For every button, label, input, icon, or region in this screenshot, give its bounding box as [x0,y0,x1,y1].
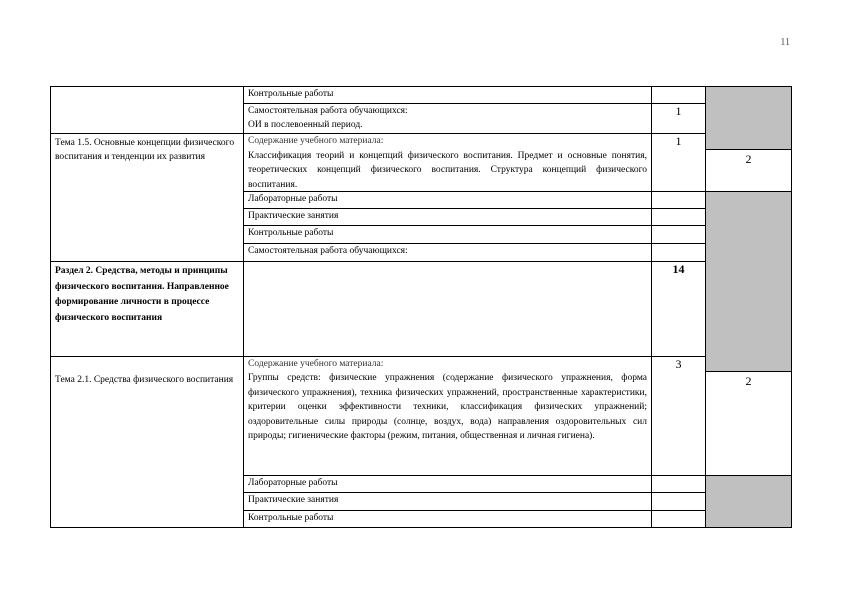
t15-level: 2 [745,152,752,166]
t15-content-heading: Содержание учебного материала: [248,136,384,146]
t21-level: 2 [745,374,752,388]
hours-cell-t21-control [651,510,706,528]
t15-content-cell [243,133,652,192]
t21-content-body: Группы средств: физические упражнения (содержание физического упражнения, форма физического упражнения), техника физических упражнений, пространственные характеристики, критерии оценки эффективности техники, классификация физических упражнений; оздоровительные силы природы (солнце, воздух, вода) направления оздоровительных сил природы; гигиенические факторы (режим, питания, общественная и личная гигиена). [248,373,647,442]
t15-lab-label: Лабораторные работы [248,194,338,204]
hours-cell-t21-lab [651,475,706,493]
t15-practice-label: Практические занятия [248,211,339,221]
t21-content-heading: Содержание учебного материала: [248,359,384,369]
hours-cell-self [651,103,706,134]
t15-self-row [243,243,652,262]
page-number: 11 [780,37,790,48]
self-work-topic: ОИ в послевоенный период. [248,120,363,130]
t15-control-row [243,225,652,244]
section-2-title: Раздел 2. Средства, методы и принципы физического воспитания. Направленное формирование личности в процессе физического воспитания [55,266,229,323]
control-works-row [243,86,652,104]
topic-1-5-cell [50,133,244,262]
self-work-hours: 1 [675,104,682,118]
topic-cell-empty [50,86,244,134]
t21-content-cell [243,356,652,476]
t21-practice-label: Практические занятия [248,495,339,505]
section-2-hours: 14 [672,262,685,276]
hours-cell-r1 [651,86,706,104]
hours-cell-t15-practice [651,208,706,226]
control-works-label: Контрольные работы [248,89,334,99]
hours-cell-t21 [651,356,706,476]
topic-1-5-title: Тема 1.5. Основные концепции физического воспитания и тенденции их развития [55,138,235,162]
t21-lab-row [243,475,652,493]
self-work-row [243,103,652,134]
hours-cell-t21-practice [651,492,706,511]
topic-2-1-cell [50,356,244,528]
hours-cell-section-2 [651,261,706,357]
level-cell-t15 [705,149,792,192]
level-cell-gray-3 [705,475,792,528]
t15-self-label: Самостоятельная работа обучающихся: [248,246,408,256]
hours-cell-t15-lab [651,191,706,209]
self-work-label: Самостоятельная работа обучающихся: [248,106,408,116]
t21-practice-row [243,492,652,511]
level-cell-t21 [705,371,792,476]
level-cell-gray-2 [705,191,792,372]
t21-control-row [243,510,652,528]
level-cell-gray-1 [705,86,792,150]
t15-hours: 1 [675,134,682,148]
t15-lab-row [243,191,652,209]
hours-cell-t15 [651,133,706,192]
t21-control-label: Контрольные работы [248,513,334,523]
section-2-cell [50,261,244,357]
t15-content-body: Классификация теорий и концепций физического воспитания. Предмет и основные понятия, теоретических концепций физического воспитания. Структура концепций физического воспитания. [248,150,647,190]
t15-practice-row [243,208,652,226]
t15-control-label: Контрольные работы [248,228,334,238]
t21-lab-label: Лабораторные работы [248,478,338,488]
hours-cell-t15-self [651,243,706,262]
hours-cell-t15-control [651,225,706,244]
topic-2-1-title: Тема 2.1. Средства физического воспитания [55,375,234,385]
section-2-content-cell [243,261,652,357]
t21-hours: 3 [675,357,682,371]
